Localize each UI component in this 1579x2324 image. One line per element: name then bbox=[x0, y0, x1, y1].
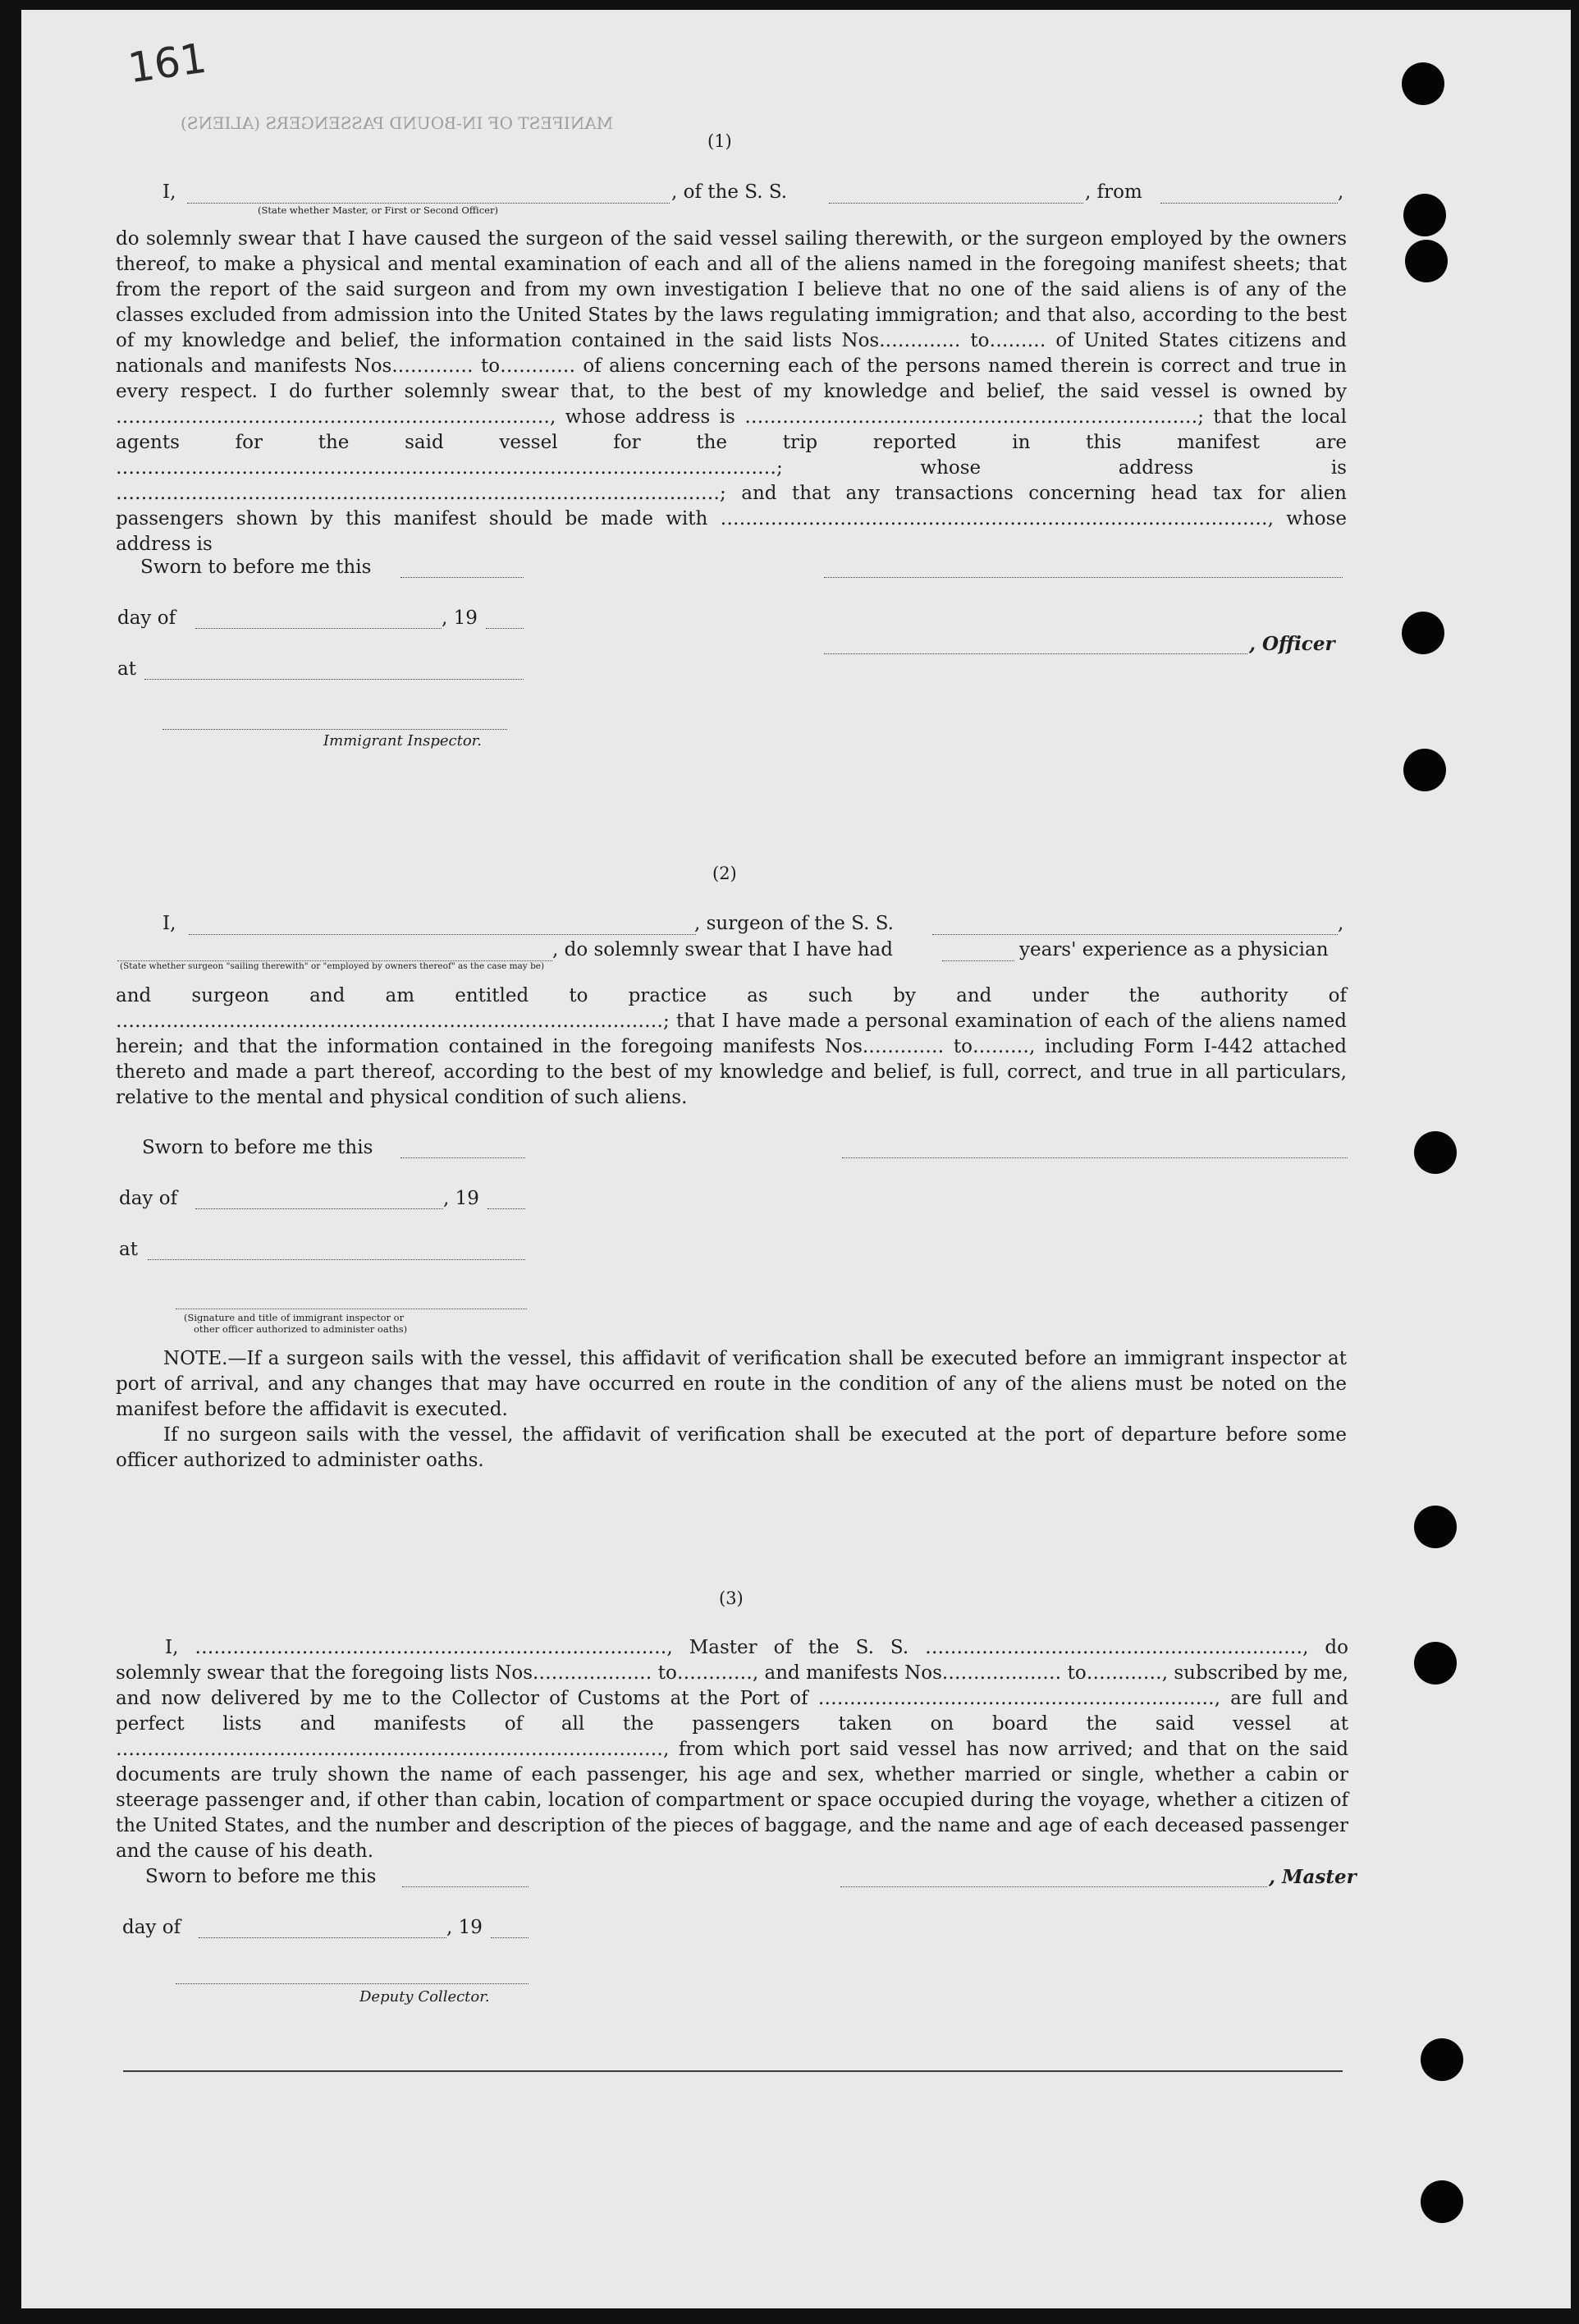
signature-line bbox=[824, 575, 1343, 578]
blank-line bbox=[400, 1156, 525, 1158]
master-label: , Master bbox=[1269, 1866, 1357, 1888]
signature-line bbox=[176, 1982, 529, 1984]
year-label: , 19 bbox=[443, 1188, 479, 1209]
field-caption: (State whether surgeon "sailing therewith" or "employed by owners thereof" as the case may be) bbox=[120, 961, 545, 971]
blank-line bbox=[199, 1936, 446, 1938]
punch-hole bbox=[1402, 62, 1444, 105]
sworn-label: Sworn to before me this bbox=[140, 557, 372, 578]
paragraph-text: and surgeon and am entitled to practice as such by and under the authority of ……………………………………………………………………………; that I have made a personal examination of each of the aliens named herein; and that the information contained in the foregoing manifests Nos.………… to………, including Form I-442 attached thereto and made a part thereof, according to the best of my knowledge and belief, is full, correct, and true in all particulars, relative to the mental and physical condition of such aliens. bbox=[116, 985, 1347, 1108]
at-label: at bbox=[119, 1239, 138, 1260]
punch-hole bbox=[1403, 194, 1446, 236]
officer-label: , Officer bbox=[1249, 633, 1335, 655]
punch-hole bbox=[1421, 2038, 1463, 2081]
blank-line bbox=[487, 1207, 525, 1209]
punch-hole bbox=[1402, 612, 1444, 654]
signature-line bbox=[824, 652, 1247, 654]
oath-line-1-prefix: I, bbox=[162, 181, 176, 203]
blank-line bbox=[148, 1258, 525, 1260]
blank-line bbox=[187, 201, 670, 204]
blank-line bbox=[400, 575, 524, 578]
day-of-label: day of bbox=[119, 1188, 178, 1209]
surgeon-line-end: , bbox=[1338, 913, 1344, 934]
sworn-label: Sworn to before me this bbox=[142, 1137, 373, 1158]
paragraph-text: do solemnly swear that I have caused the surgeon of the said vessel sailing therewith, or the surgeon employed by the owners thereof, to make a physical and mental examination of each and all of the aliens named in the foregoing manifest sheets; that from the report of the said surgeon and from my own investigation I believe that no one of the said aliens is of any of the classes excluded from admission into the United States by the laws regulating immigration; and that also, according to the best of my knowledge and belief, the information contained in the said lists Nos.………… to……… of United States citizens and nationals and manifests Nos.………… to………… of aliens concerning each of the persons named therein is correct and true in every respect. I do further solemnly swear that, to the best of my knowledge and belief, the said vessel is owned by ……………………………………………………………, whose address is ………………………………………………………………; that the local agents for the said vessel for the trip reported in this manifest are ……………………………………………………………………………………………; whose address is ……………………………………………………………………………………; and that any transactions concerning head tax for alien passengers shown by this manifest should be made with ……………………………………………………………………………, whose address is bbox=[116, 228, 1347, 555]
signature-caption: (Signature and title of immigrant inspector or bbox=[184, 1312, 405, 1323]
note-paragraph bbox=[116, 1346, 1347, 1474]
signature-line bbox=[176, 1307, 527, 1309]
blank-line bbox=[195, 626, 442, 629]
section-number-2: (2) bbox=[712, 864, 737, 883]
blank-line bbox=[942, 959, 1014, 961]
blank-line bbox=[1160, 201, 1338, 204]
bottom-rule bbox=[123, 2070, 1343, 2072]
field-caption: (State whether Master, or First or Second Officer) bbox=[258, 204, 498, 216]
surgeon-line-prefix: I, bbox=[162, 913, 176, 934]
signature-line bbox=[842, 1156, 1348, 1158]
blank-line bbox=[144, 677, 524, 680]
sworn-label: Sworn to before me this bbox=[145, 1866, 377, 1887]
blank-line bbox=[195, 1207, 443, 1209]
note-label: NOTE. bbox=[163, 1348, 228, 1369]
day-of-label: day of bbox=[122, 1917, 181, 1938]
section-number-1: (1) bbox=[707, 131, 732, 151]
blank-line bbox=[491, 1936, 529, 1938]
oath-paragraph-3 bbox=[116, 1635, 1348, 1864]
at-label: at bbox=[117, 658, 136, 680]
oath-line-1-from: , from bbox=[1085, 181, 1142, 203]
section-number-3: (3) bbox=[719, 1588, 744, 1608]
day-of-label: day of bbox=[117, 607, 176, 629]
deputy-collector-label: Deputy Collector. bbox=[359, 1988, 490, 2005]
oath-line-1-of-ss: , of the S. S. bbox=[671, 181, 788, 203]
punch-hole bbox=[1414, 1642, 1457, 1685]
blank-line bbox=[486, 626, 524, 629]
year-label: , 19 bbox=[442, 607, 478, 629]
note-text bbox=[116, 1346, 1347, 1423]
oath-paragraph-2 bbox=[116, 983, 1347, 1111]
blank-line bbox=[932, 933, 1338, 935]
inspector-label: Immigrant Inspector. bbox=[323, 732, 483, 749]
surgeon-line-solemnly: , do solemnly swear that I have had bbox=[552, 939, 893, 960]
note-text-2: If no surgeon sails with the vessel, the affidavit of verification shall be executed at the port of departure before some officer authorized to administer oaths. bbox=[116, 1424, 1347, 1471]
handwritten-number: 161 bbox=[125, 34, 210, 93]
punch-hole bbox=[1405, 240, 1448, 282]
oath-line-1-end: , bbox=[1338, 181, 1344, 203]
surgeon-line-surgeon: , surgeon of the S. S. bbox=[694, 913, 894, 934]
signature-line bbox=[840, 1885, 1267, 1887]
punch-hole bbox=[1414, 1131, 1457, 1174]
blank-line bbox=[402, 1885, 529, 1887]
punch-hole bbox=[1414, 1506, 1457, 1548]
blank-line bbox=[829, 201, 1083, 204]
signature-caption: other officer authorized to administer oaths) bbox=[194, 1323, 408, 1335]
punch-hole bbox=[1403, 749, 1446, 791]
note-body: —If a surgeon sails with the vessel, this affidavit of verification shall be executed before an immigrant inspector at port of arrival, and any changes that may have occurred en route in the condition of any of the aliens must be noted on the manifest before the affidavit is executed. bbox=[116, 1348, 1347, 1420]
surgeon-line-years: years' experience as a physician bbox=[1019, 939, 1329, 960]
blank-line bbox=[189, 933, 696, 935]
bleed-through-title: MANIFEST OF IN-BOUND PASSENGERS (ALIENS) bbox=[181, 113, 614, 133]
punch-hole bbox=[1421, 2180, 1463, 2223]
signature-line bbox=[162, 727, 507, 730]
paragraph-text: I, …………………………………………………………………, Master of the S. S. ……………………………………………………, do solemnly swear that the foregoing lists Nos.……………… to…………, and manifests Nos.……………… to…………, subscribed by me, and now delivered by me to the Collector of Customs at the Port of ………………………………………………………, are full and perfect lists and manifests of all the passengers taken on board the said vessel at ……………………………………………………………………………, from which port said vessel has now arrived; and that on the said documents are truly shown the name of each passenger, his age and sex, whether married or single, whether a cabin or steerage passenger and, if other than cabin, location of compartment or space occupied during the voyage, whether a citizen of the United States, and the number and description of the pieces of baggage, and the name and age of each deceased passenger and the cause of his death. bbox=[116, 1637, 1348, 1862]
oath-paragraph-1 bbox=[116, 227, 1347, 557]
year-label: , 19 bbox=[446, 1917, 483, 1938]
